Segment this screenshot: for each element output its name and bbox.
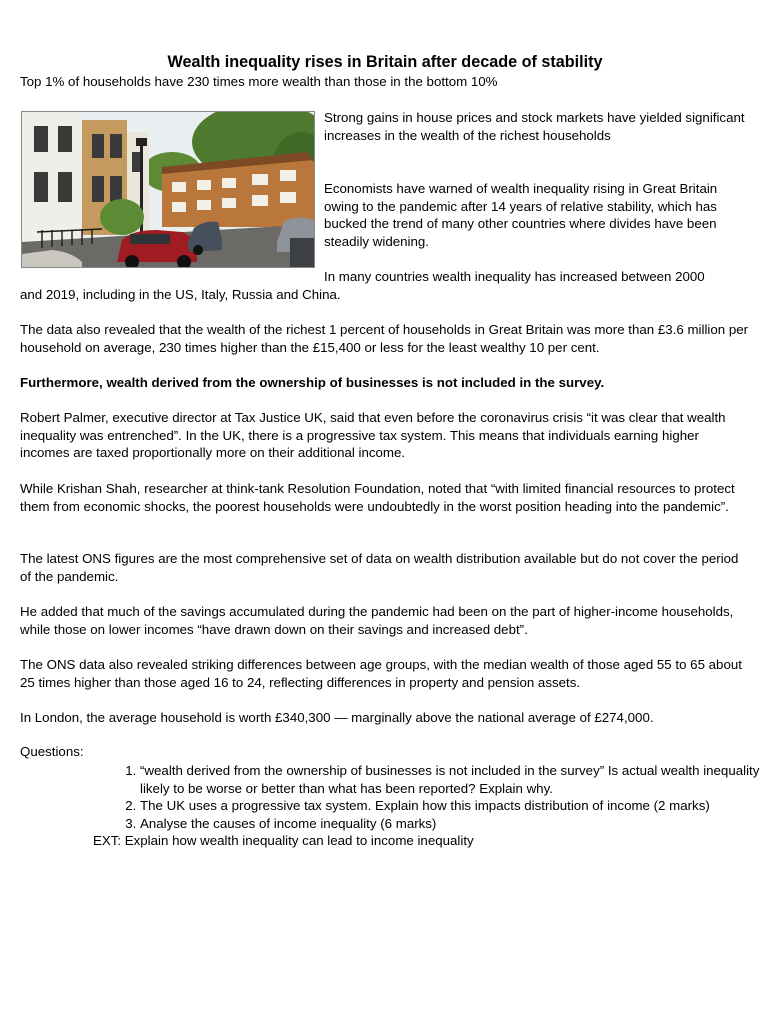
- extension-question: EXT: Explain how wealth inequality can lead to income inequality: [93, 833, 474, 848]
- side-paragraph: Economists have warned of wealth inequality rising in Great Britain owing to the pandemic after 14 years of relative stability, which has bucked the trend of many other countries where divides have been steadily widening.: [324, 181, 718, 249]
- question-item: 1. “wealth derived from the ownership of businesses is not included in the survey” Is actual wealth inequality likely to be worse or better than what has been reported? Explain why.: [140, 762, 768, 797]
- article-title: Wealth inequality rises in Britain after decade of stability: [167, 53, 603, 71]
- question-item: 3. Analyse the causes of income inequality (6 marks): [140, 815, 768, 833]
- questions-label: Questions:: [20, 744, 84, 759]
- paragraph: The data also revealed that the wealth of the richest 1 percent of households in Great Britain was more than £3.6 million per household on average, 230 times higher than the £15,400 or less for the least wealthy 10 per cent.: [20, 322, 749, 355]
- article-subtitle: Top 1% of households have 230 times more wealth than those in the bottom 10%: [20, 74, 498, 89]
- paragraph: In London, the average household is worth £340,300 — marginally above the national average of £274,000.: [20, 710, 654, 725]
- paragraph: While Krishan Shah, researcher at think-tank Resolution Foundation, noted that “with limited financial resources to protect them from economic shocks, the poorest households were undoubtedly in the worst position heading into the pandemic”.: [20, 481, 735, 514]
- questions-list: [116, 762, 768, 832]
- paragraph-continuation: and 2019, including in the US, Italy, Russia and China.: [20, 287, 341, 302]
- side-paragraph: Strong gains in house prices and stock markets have yielded significant increases in the wealth of the richest households: [324, 110, 745, 143]
- street-photo: [21, 111, 315, 268]
- paragraph: The ONS data also revealed striking differences between age groups, with the median wealth of those aged 55 to 65 about 25 times higher than those aged 16 to 24, reflecting differences in property and pension assets.: [20, 657, 742, 690]
- side-paragraph: In many countries wealth inequality has increased between 2000: [324, 269, 705, 284]
- paragraph: The latest ONS figures are the most comprehensive set of data on wealth distribution available but do not cover the period of the pandemic.: [20, 551, 739, 584]
- paragraph: Robert Palmer, executive director at Tax Justice UK, said that even before the coronavirus crisis “it was clear that wealth inequality was entrenched”. In the UK, there is a progressive tax system. This means that individuals earning higher incomes are taxed proportionally more on their additional income.: [20, 410, 726, 461]
- street-photo-icon: [22, 112, 314, 267]
- paragraph-bold: Furthermore, wealth derived from the ownership of businesses is not included in the survey.: [20, 375, 605, 390]
- question-item: 2. The UK uses a progressive tax system. Explain how this impacts distribution of income (2 marks): [140, 797, 768, 815]
- paragraph: He added that much of the savings accumulated during the pandemic had been on the part of higher-income households, while those on lower incomes “have drawn down on their savings and increased debt”.: [20, 604, 734, 637]
